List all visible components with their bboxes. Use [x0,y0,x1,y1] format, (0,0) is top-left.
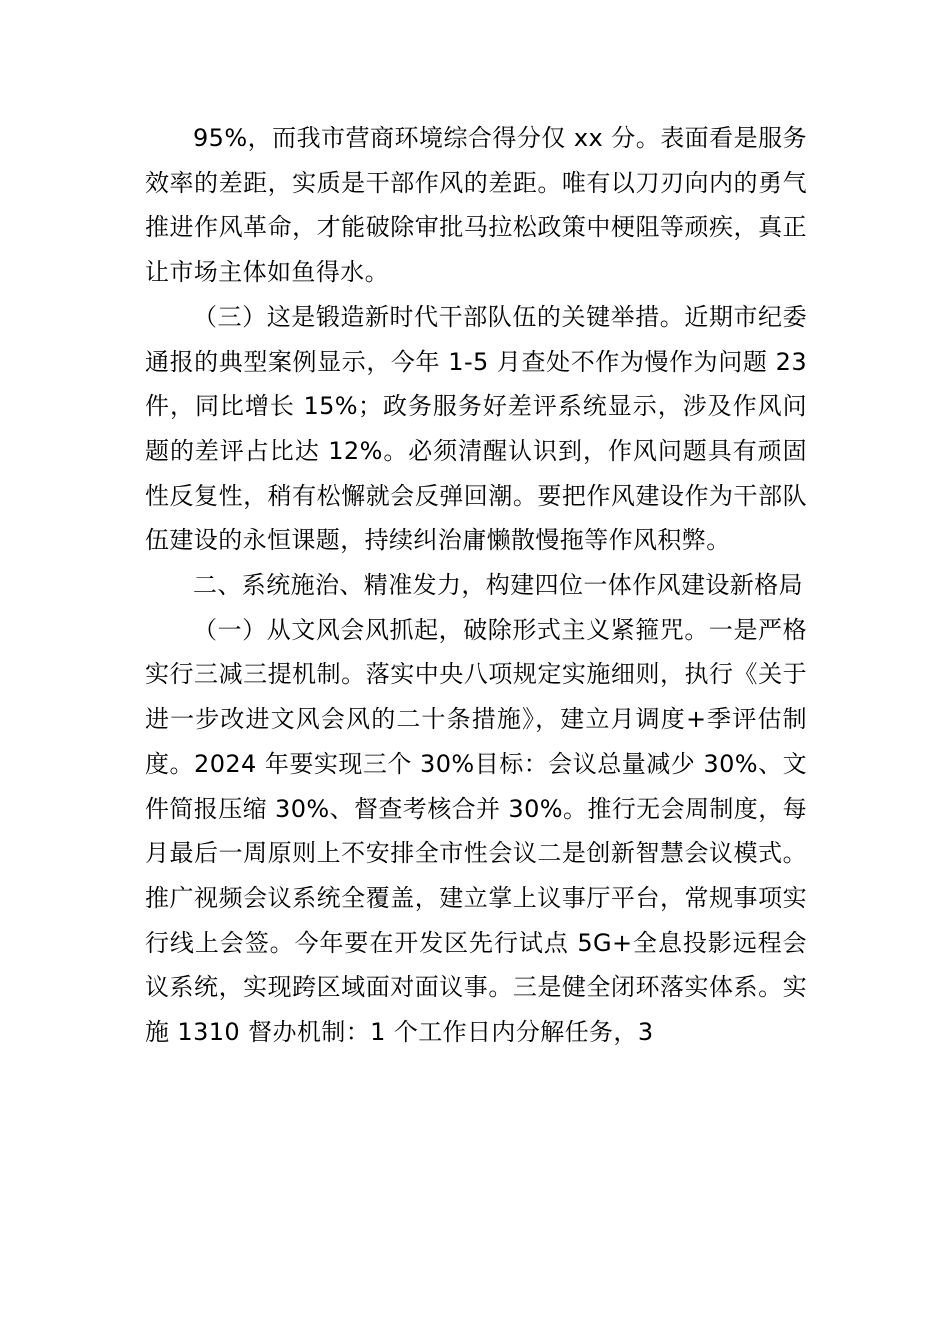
paragraph-1: 95%，而我市营商环境综合得分仅 xx 分。表面看是服务效率的差距，实质是干部作风的差距。唯有以刀刃向内的勇气推进作风革命，才能破除审批马拉松政策中梗阻等顽疾，真正让市场主体如鱼得水。 [145,124,807,287]
paragraph-2: （三）这是锻造新时代干部队伍的关键举措。近期市纪委通报的典型案例显示，今年 1-5 月查处不作为慢作为问题 23 件，同比增长 15%；政务服务好差评系统显示，涉及作风问题的差评占比达 12%。必须清醒认识到，作风问题具有顽固性反复性，稍有松懈就会反弹回潮。要把作风建设作为干部队伍建设的永恒课题，持续纠治庸懒散慢拖等作风积弊。 [145,302,807,555]
section-heading-2: 二、系统施治、精准发力，构建四位一体作风建设新格局 [193,571,803,600]
paragraph-3: （一）从文风会风抓起，破除形式主义紧箍咒。一是严格实行三减三提机制。落实中央八项规定实施细则，执行《关于进一步改进文风会风的二十条措施》，建立月调度+季评估制度。2024 年要实现三个 30%目标：会议总量减少 30%、文件简报压缩 30%、督查考核合并 30%。推行无会周制度，每月最后一周原则上不安排全市性会议二是创新智慧会议模式。推广视频会议系统全覆盖，建立掌上议事厅平台，常规事项实行线上会签。今年要在开发区先行试点 5G+全息投影远程会议系统，实现跨区域面对面议事。三是健全闭环落实体系。实施 1310 督办机制：1 个工作日内分解任务，3 [145,615,807,1047]
document-page [145,116,807,1216]
